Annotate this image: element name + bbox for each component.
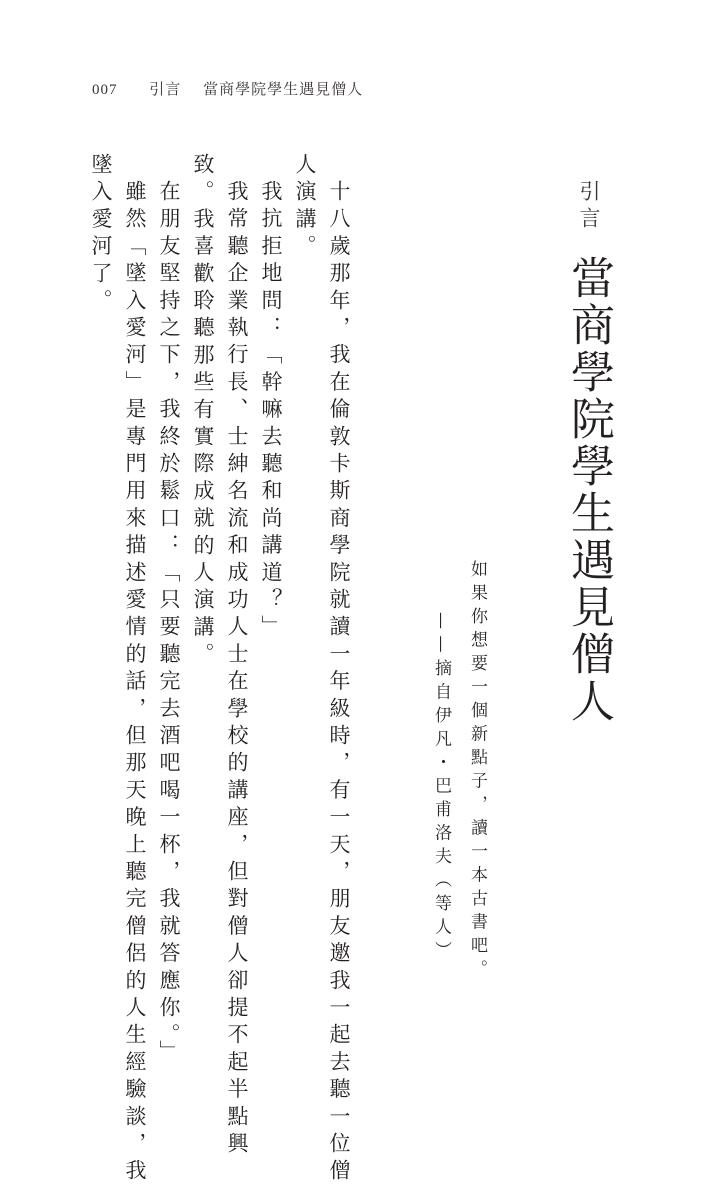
running-header (92, 78, 363, 99)
running-header-section: 引言 (149, 80, 182, 98)
epigraph-quote: 如果你想要一個新點子，讀一本古書吧。 (467, 560, 487, 983)
body-line: 人演講。 (293, 153, 317, 262)
body-line: 雖然「墜入愛河」是專門用來描述愛情的話，但那天晚上聽完僧侶的人生經驗談，我 (123, 180, 147, 1186)
chapter-title: 當商學院學生遇見僧人 (563, 255, 614, 725)
chapter-label: 引言 (577, 180, 601, 234)
epigraph-attribution: ——摘自伊凡・巴甫洛夫（等人） (431, 612, 451, 965)
body-line: 我常聽企業執行長、士紳名流和成功人士在學校的講座，但對僧人卻提不起半點興 (225, 180, 249, 1160)
body-line: 在朋友堅持之下，我終於鬆口：「只要聽完去酒吧喝一杯，我就答應你。」 (157, 180, 181, 1068)
body-line: 我抗拒地問：「幹嘛去聽和尚講道？」 (259, 180, 283, 643)
page-number: 007 (92, 82, 118, 98)
running-header-title: 當商學院學生遇見僧人 (203, 80, 364, 98)
body-line: 致。我喜歡聆聽那些有實際成就的人演講。 (191, 153, 215, 670)
body-line: 墜入愛河了。 (89, 153, 113, 317)
body-line: 十八歲那年，我在倫敦卡斯商學院就讀一年級時，有一天，朋友邀我一起去聽一位僧 (327, 180, 351, 1186)
